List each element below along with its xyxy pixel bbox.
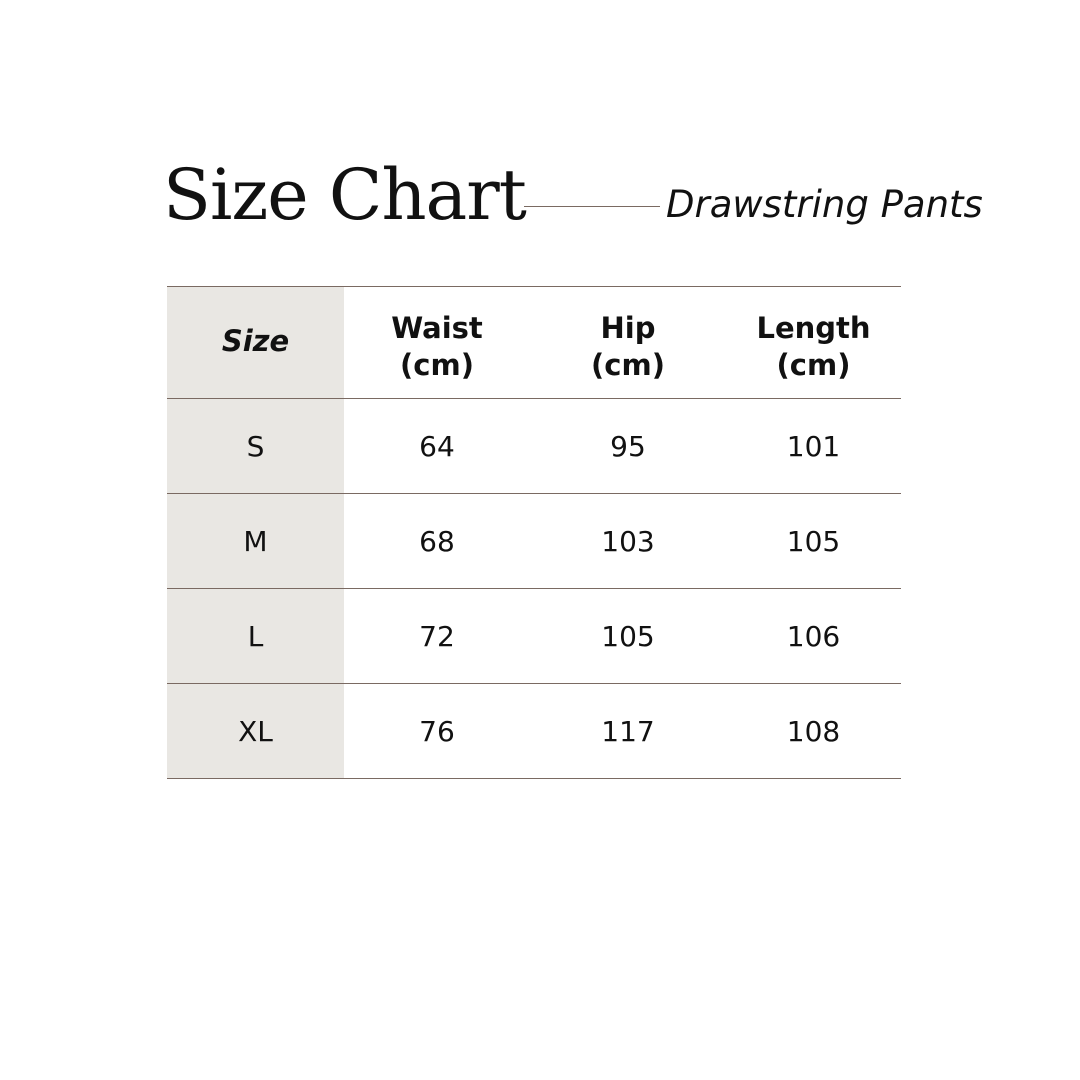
cell-waist: 64 — [419, 429, 455, 463]
title-divider-line — [524, 206, 660, 207]
cell-length: 105 — [786, 524, 841, 558]
header-length: Length (cm) — [756, 311, 871, 382]
product-subtitle: Drawstring Pants — [666, 183, 983, 226]
cell-size: L — [167, 589, 344, 683]
header-waist: Waist (cm) — [391, 311, 483, 382]
table-row — [167, 494, 901, 589]
cell-length: 108 — [786, 714, 841, 748]
cell-waist: 68 — [419, 524, 455, 558]
cell-size: S — [167, 399, 344, 493]
cell-length: 101 — [786, 429, 841, 463]
size-table — [167, 286, 901, 779]
cell-length: 106 — [786, 619, 841, 653]
table-header-row — [167, 287, 901, 399]
cell-hip: 95 — [610, 429, 646, 463]
cell-size: XL — [167, 684, 344, 778]
cell-hip: 105 — [601, 619, 655, 653]
table-row — [167, 399, 901, 494]
cell-hip: 117 — [601, 714, 655, 748]
cell-waist: 76 — [419, 714, 455, 748]
table-row — [167, 589, 901, 684]
cell-hip: 103 — [601, 524, 655, 558]
header-size: Size — [167, 287, 344, 398]
header-hip: Hip (cm) — [591, 311, 665, 382]
cell-waist: 72 — [419, 619, 455, 653]
cell-size: M — [167, 494, 344, 588]
page-title: Size Chart — [163, 154, 526, 236]
table-row — [167, 684, 901, 779]
